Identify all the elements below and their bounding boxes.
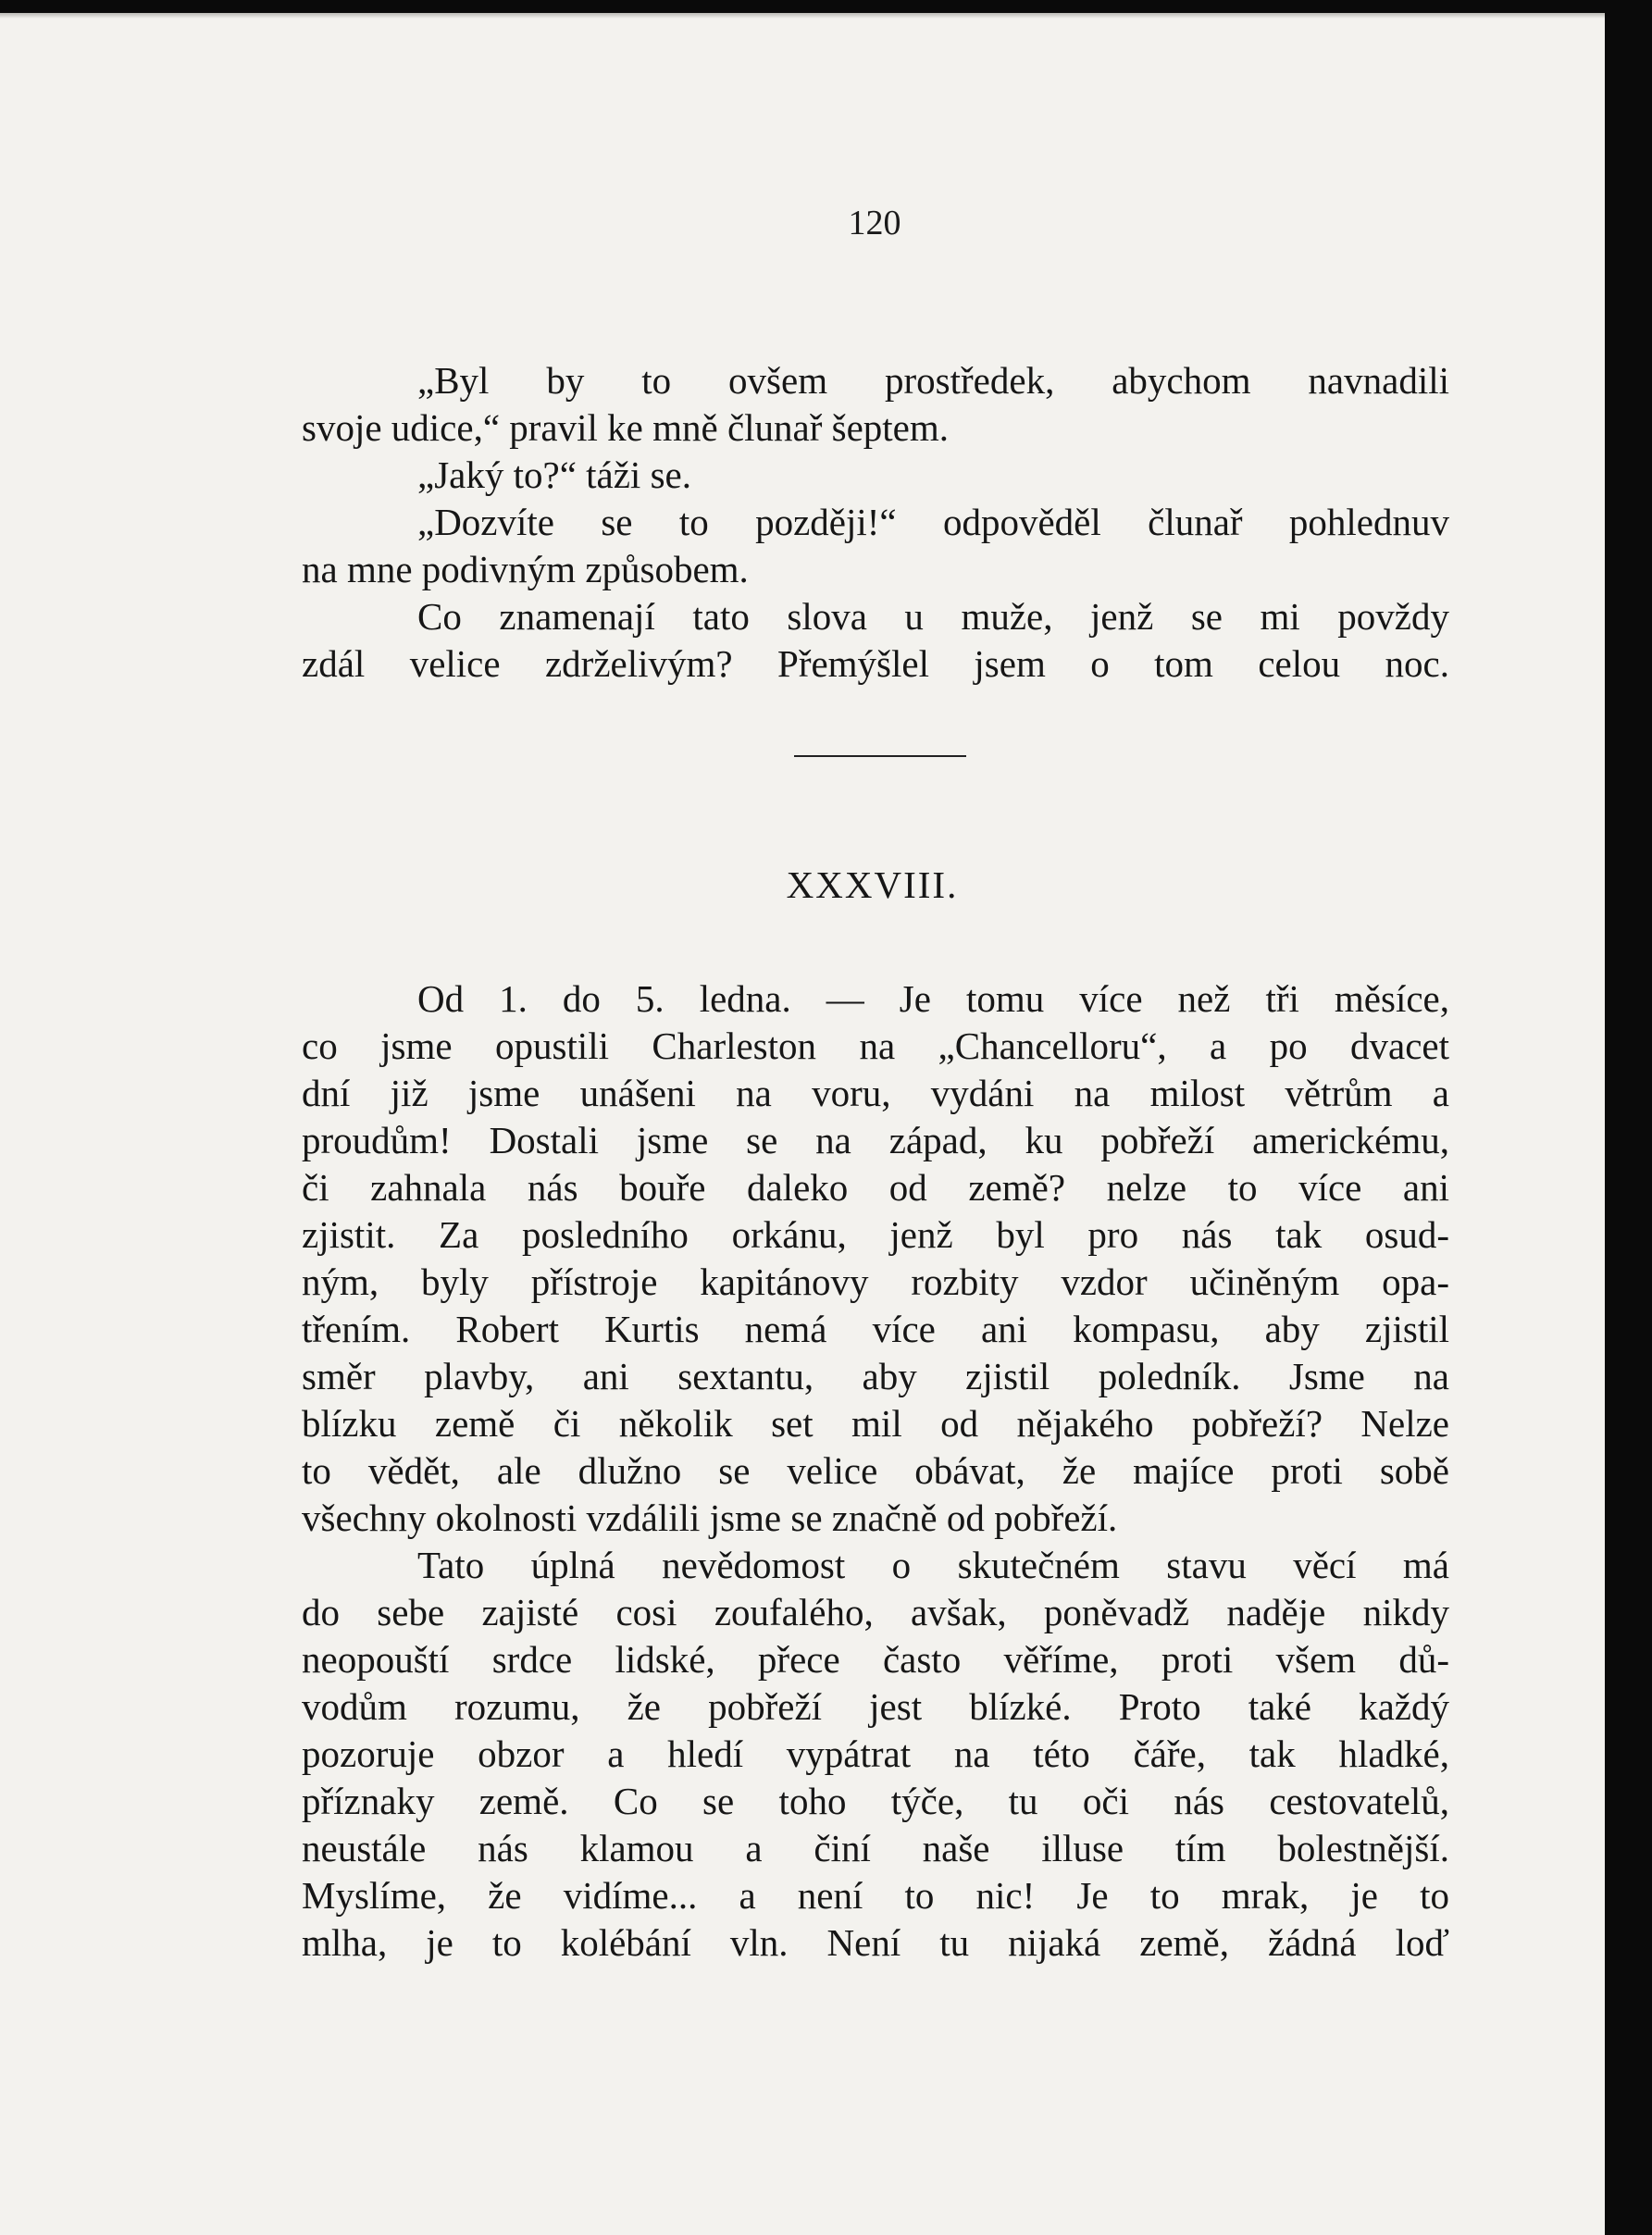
page-number: 120 <box>848 204 901 242</box>
chapter-heading: XXXVIII. <box>786 863 959 906</box>
text-line: Myslíme, že vidíme... a není to nic! Je to mrak, je to <box>302 1874 1449 1917</box>
text-line: Tato úplná nevědomost o skutečném stavu věcí má <box>417 1544 1449 1586</box>
text-line: či zahnala nás bouře daleko od země? nelze to více ani <box>302 1166 1449 1209</box>
text-line: blízku země či několik set mil od nějakého pobřeží? Nelze <box>302 1402 1449 1445</box>
page-top-edge <box>0 13 1605 19</box>
text-line: Co znamenají tato slova u muže, jenž se mi povždy <box>417 595 1449 638</box>
text-line: zjistit. Za posledního orkánu, jenž byl pro nás tak osud- <box>302 1213 1449 1256</box>
text-line: Od 1. do 5. ledna. — Je tomu více než tři měsíce, <box>417 977 1449 1020</box>
text-line: neustále nás klamou a činí naše illuse tím bolestnější. <box>302 1827 1449 1869</box>
text-line: vodům rozumu, že pobřeží jest blízké. Proto také každý <box>302 1685 1449 1728</box>
text-line: zdál velice zdrželivým? Přemýšlel jsem o tom celou noc. <box>302 642 1449 685</box>
text-line: „Dozvíte se to později!“ odpověděl člunař pohlednuv <box>417 501 1449 543</box>
text-line: to vědět, ale dlužno se velice obávat, že majíce proti sobě <box>302 1449 1449 1492</box>
text-line: pozoruje obzor a hledí vypátrat na této čáře, tak hladké, <box>302 1732 1449 1775</box>
text-line: všechny okolnosti vzdálili jsme se značně od pobřeží. <box>302 1496 1118 1539</box>
text-section-1 <box>302 357 1449 688</box>
text-line: „Byl by to ovšem prostředek, abychom navnadili <box>417 359 1449 402</box>
text-line: svoje udice,“ pravil ke mně člunař šeptem. <box>302 406 950 449</box>
text-line: do sebe zajisté cosi zoufalého, avšak, poněvadž naděje nikdy <box>302 1591 1449 1633</box>
text-line: směr plavby, ani sextantu, aby zjistil poledník. Jsme na <box>302 1355 1449 1397</box>
text-line: „Jaký to?“ táži se. <box>417 453 691 496</box>
text-line: mlha, je to kolébání vln. Není tu nijaká země, žádná loď <box>302 1921 1449 1964</box>
text-line: proudům! Dostali jsme se na západ, ku pobřeží americkému, <box>302 1119 1449 1161</box>
text-line: neopouští srdce lidské, přece často věříme, proti všem dů- <box>302 1638 1449 1681</box>
text-line: ným, byly přístroje kapitánovy rozbity vzdor učiněným opa- <box>302 1260 1449 1303</box>
book-page <box>0 13 1605 2235</box>
text-line: dní již jsme unášeni na voru, vydáni na milost větrům a <box>302 1072 1449 1114</box>
text-section-2 <box>302 975 1449 1967</box>
text-line: na mne podivným způsobem. <box>302 548 749 590</box>
text-line: co jsme opustili Charleston na „Chancelloru“, a po dvacet <box>302 1024 1449 1067</box>
text-line: třením. Robert Kurtis nemá více ani kompasu, aby zjistil <box>302 1308 1449 1350</box>
section-divider <box>794 755 966 757</box>
text-line: příznaky země. Co se toho týče, tu oči nás cestovatelů, <box>302 1780 1449 1822</box>
